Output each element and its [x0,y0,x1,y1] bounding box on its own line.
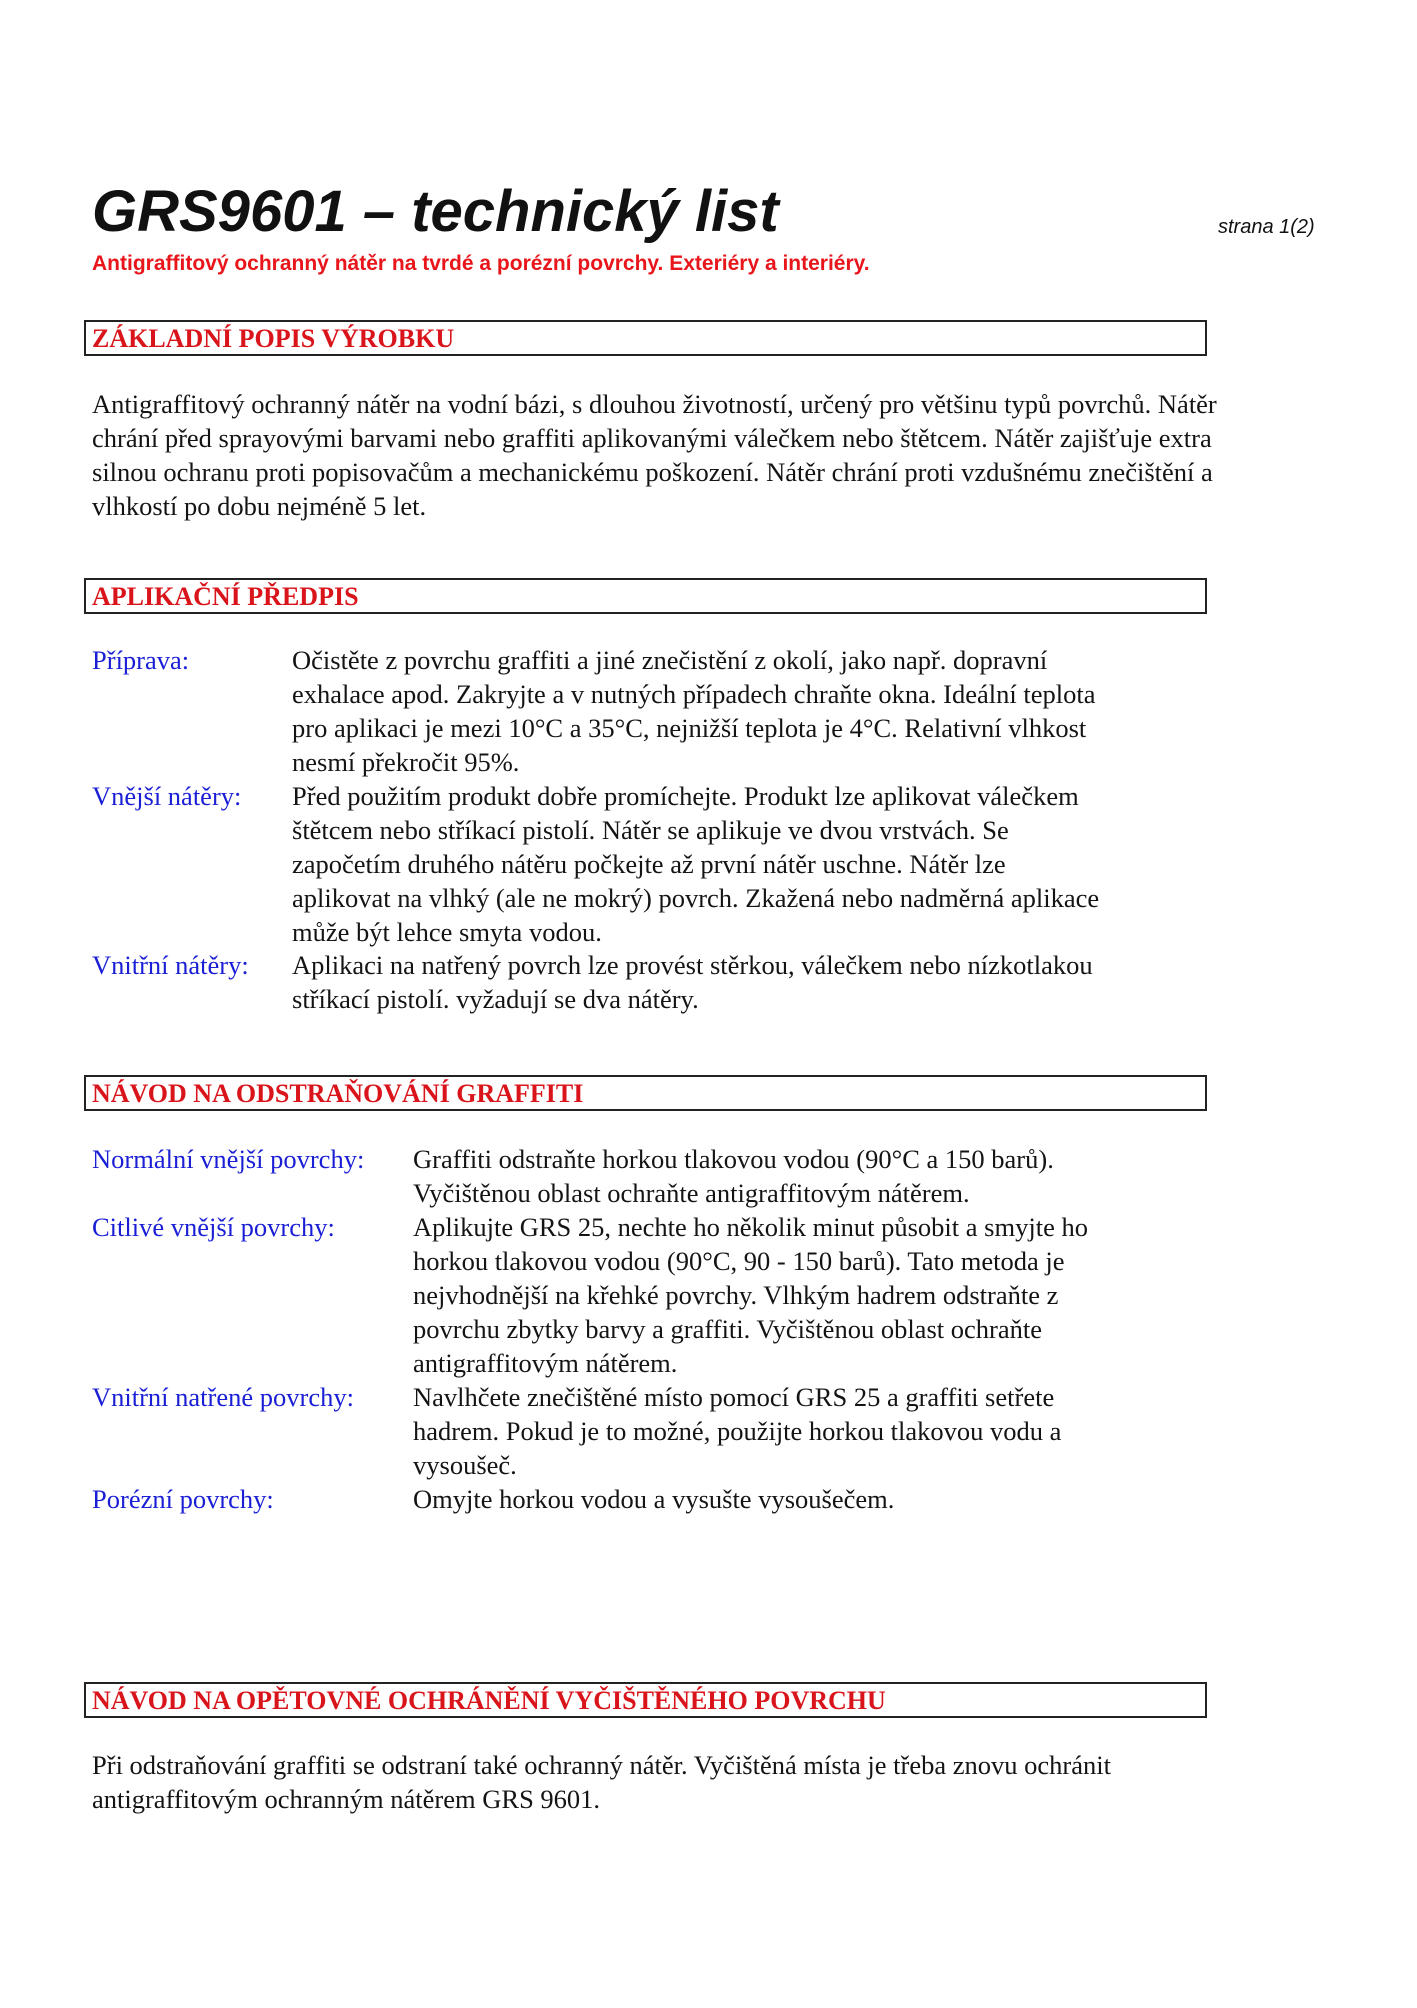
text-line: vysoušeč. [413,1450,517,1480]
section-heading-application: APLIKAČNÍ PŘEDPIS [84,578,1207,614]
text-line: antigraffitovým ochranným nátěrem GRS 9601. [92,1784,601,1814]
text-line: Před použitím produkt dobře promíchejte. Produkt lze aplikovat válečkem [292,781,1079,811]
text-line: nejvhodnější na křehké povrchy. Vlhkým hadrem odstraňte z [413,1280,1059,1310]
item-label: Citlivé vnější povrchy: [92,1212,335,1242]
text-line: započetím druhého nátěru počkejte až první nátěr uschne. Nátěr lze [292,849,1006,879]
text-line: exhalace apod. Zakryjte a v nutných případech chraňte okna. Ideální teplota [292,679,1096,709]
item-text [413,1142,1054,1210]
item-text [413,1482,894,1516]
text-line: antigraffitovým nátěrem. [413,1348,678,1378]
item-text [292,779,1099,949]
text-line: hadrem. Pokud je to možné, použijte horkou tlakovou vodu a [413,1416,1062,1446]
text-line: Aplikaci na natřený povrch lze provést stěrkou, válečkem nebo nízkotlakou [292,950,1093,980]
section-heading-description: ZÁKLADNÍ POPIS VÝROBKU [84,320,1207,356]
text-line: vlhkostí po dobu nejméně 5 let. [92,491,427,521]
item-text [413,1210,1088,1380]
document-subtitle: Antigraffitový ochranný nátěr na tvrdé a porézní povrchy. Exteriéry a interiéry. [92,252,870,275]
text-line: Omyjte horkou vodou a vysušte vysoušečem. [413,1484,895,1514]
text-line: Aplikujte GRS 25, nechte ho několik minut působit a smyjte ho [413,1212,1088,1242]
section-heading-reprotection: NÁVOD NA OPĚTOVNÉ OCHRÁNĚNÍ VYČIŠTĚNÉHO POVRCHU [84,1682,1207,1718]
text-line: nesmí překročit 95%. [292,747,520,777]
item-label: Vnější nátěry: [92,781,242,811]
item-label: Příprava: [92,645,190,675]
item-label: Porézní povrchy: [92,1484,274,1514]
section-heading-removal: NÁVOD NA ODSTRAŇOVÁNÍ GRAFFITI [84,1075,1207,1111]
item-text [413,1380,1061,1482]
reprotection-paragraph [92,1748,1342,1816]
text-line: Při odstraňování graffiti se odstraní také ochranný nátěr. Vyčištěná místa je třeba znovu ochránit [92,1750,1111,1780]
text-line: horkou tlakovou vodou (90°C, 90 - 150 barů). Tato metoda je [413,1246,1065,1276]
text-line: štětcem nebo stříkací pistolí. Nátěr se aplikuje ve dvou vrstvách. Se [292,815,1009,845]
description-paragraph [92,387,1342,523]
item-text [292,948,1093,1016]
item-text [292,643,1095,779]
text-line: aplikovat na vlhký (ale ne mokrý) povrch. Zkažená nebo nadměrná aplikace [292,883,1100,913]
text-line: Navlhčete znečištěné místo pomocí GRS 25 a graffiti setřete [413,1382,1055,1412]
text-line: Antigraffitový ochranný nátěr na vodní bázi, s dlouhou životností, určený pro většinu typů povrchů. Nátěr [92,389,1217,419]
text-line: pro aplikaci je mezi 10°C a 35°C, nejnižší teplota je 4°C. Relativní vlhkost [292,713,1087,743]
item-label: Vnitřní natřené povrchy: [92,1382,354,1412]
page-number: strana 1(2) [1218,216,1315,238]
text-line: silnou ochranu proti popisovačům a mechanickému poškození. Nátěr chrání proti vzdušnému znečištění a [92,457,1213,487]
text-line: Graffiti odstraňte horkou tlakovou vodou (90°C a 150 barů). [413,1144,1054,1174]
item-label: Vnitřní nátěry: [92,950,249,980]
item-label: Normální vnější povrchy: [92,1144,365,1174]
document-title: GRS9601 – technický list [92,179,779,244]
text-line: může být lehce smyta vodou. [292,917,602,947]
text-line: Vyčištěnou oblast ochraňte antigraffitovým nátěrem. [413,1178,970,1208]
text-line: stříkací pistolí. vyžadují se dva nátěry. [292,984,699,1014]
text-line: chrání před sprayovými barvami nebo graffiti aplikovanými válečkem nebo štětcem. Nátěr zajišťuje extra [92,423,1212,453]
text-line: Očistěte z povrchu graffiti a jiné znečistění z okolí, jako např. dopravní [292,645,1048,675]
text-line: povrchu zbytky barvy a graffiti. Vyčištěnou oblast ochraňte [413,1314,1042,1344]
